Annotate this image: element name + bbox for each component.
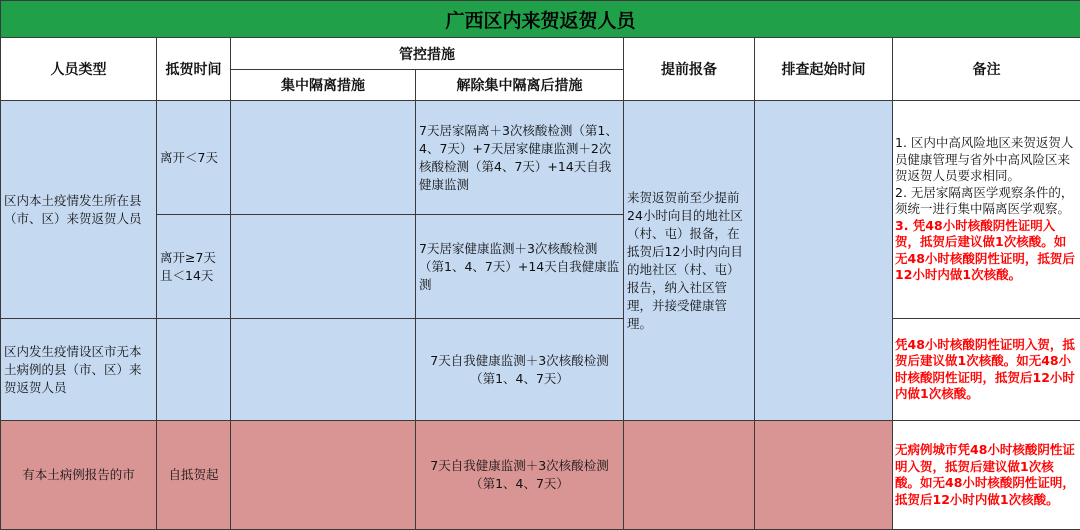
row3-remarks: 无病例城市凭48小时核酸阴性证明入贺，抵贺后建议做1次核酸。如无48小时核酸阴性证明，抵贺后12小时内做1次核酸。 [893,421,1080,530]
row3-person-type: 有本土病例报告的市 [1,421,157,530]
row1a-arrival-time: 离开＜7天 [157,101,231,215]
row1-remark-2: 2. 无居家隔离医学观察条件的，须统一进行集中隔离医学观察。 [895,185,1078,218]
row1-screening-start [755,101,893,421]
header-arrival-time: 抵贺时间 [157,38,231,101]
header-person-type: 人员类型 [1,38,157,101]
row2-arrival-time [157,319,231,421]
row2-after-isolation: 7天自我健康监测＋3次核酸检测（第1、4、7天） [416,319,624,421]
row1-remarks [893,101,1080,319]
row1a-after-isolation: 7天居家隔离＋3次核酸检测（第1、4、7天）+7天居家健康监测＋2次核酸检测（第4、7天）+14天自我健康监测 [416,101,624,215]
row2-person-type: 区内发生疫情设区市无本土病例的县（市、区）来贺返贺人员 [1,319,157,421]
header-after-isolation: 解除集中隔离后措施 [416,70,624,101]
row1-person-type: 区内本土疫情发生所在县（市、区）来贺返贺人员 [1,101,157,319]
row1b-arrival-time: 离开≥7天且＜14天 [157,215,231,319]
row3-arrival-time: 自抵贺起 [157,421,231,530]
header-central-isolation: 集中隔离措施 [231,70,416,101]
header-screening-start: 排查起始时间 [755,38,893,101]
row1-remark-1: 1. 区内中高风险地区来贺返贺人员健康管理与省外中高风险区来贺返贺人员要求相同。 [895,135,1078,185]
row3-screening-start [755,421,893,530]
row3-advance-report [624,421,755,530]
row1b-after-isolation: 7天居家健康监测＋3次核酸检测（第1、4、7天）+14天自我健康监测 [416,215,624,319]
header-remarks: 备注 [893,38,1080,101]
row2-central-isolation [231,319,416,421]
row1-remark-3: 3. 凭48小时核酸阴性证明入贺，抵贺后建议做1次核酸。如无48小时核酸阴性证明，抵贺后12小时内做1次核酸。 [895,218,1078,284]
header-control-measures: 管控措施 [231,38,624,70]
page-title: 广西区内来贺返贺人员 [1,1,1080,38]
header-advance-report: 提前报备 [624,38,755,101]
row1b-central-isolation [231,215,416,319]
row2-remarks: 凭48小时核酸阴性证明入贺，抵贺后建议做1次核酸。如无48小时核酸阴性证明，抵贺后12小时内做1次核酸。 [893,319,1080,421]
row3-central-isolation [231,421,416,530]
advance-report-text: 来贺返贺前至少提前24小时向目的地社区（村、屯）报备，在抵贺后12小时内向目的地社区（村、屯）报告，纳入社区管理，并接受健康管理。 [624,101,755,421]
row1a-central-isolation [231,101,416,215]
row3-after-isolation: 7天自我健康监测＋3次核酸检测（第1、4、7天） [416,421,624,530]
